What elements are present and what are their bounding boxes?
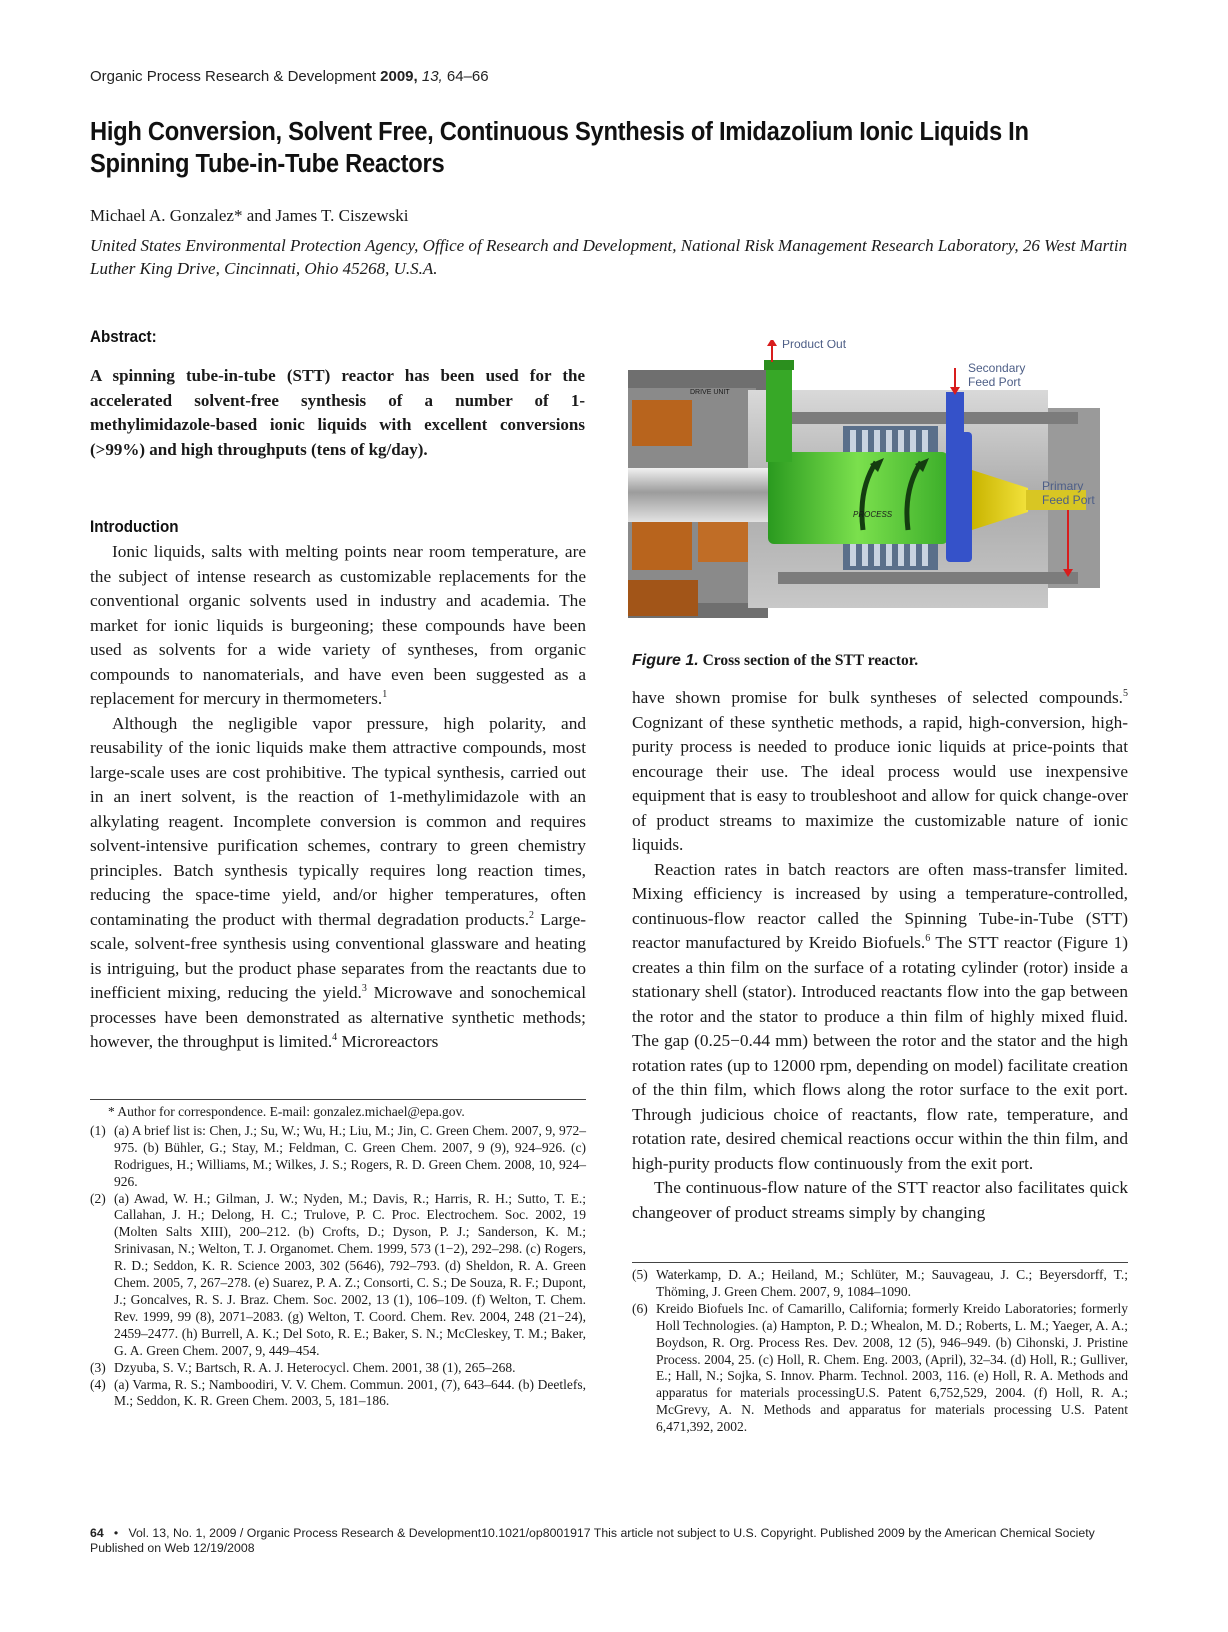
abstract-text: A spinning tube-in-tube (STT) reactor has been used for the accelerated solvent-free synthesis of a number of 1-methylimidazole-based ionic liquids with excellent conversions (>99%) and high throughputs (tens of kg/day). bbox=[90, 366, 585, 459]
journal-year: 2009, bbox=[380, 68, 418, 85]
right-column-body bbox=[632, 686, 1128, 1225]
product-out-label: Product Out bbox=[782, 340, 847, 351]
primary-feed-port-text-line2: Feed Port bbox=[1042, 493, 1095, 507]
footnote-3: (3) Dzyuba, S. V.; Bartsch, R. A. J. Heterocycl. Chem. 2001, 38 (1), 265–268. bbox=[90, 1359, 516, 1375]
footnote-4: (4) (a) Varma, R. S.; Namboodiri, V. V. Chem. Commun. 2001, (7), 643–644. (b) Deetlefs, M.; Seddon, K. R. Green Chem. 2003, 5, 181–186. bbox=[90, 1376, 586, 1409]
left-column-body bbox=[90, 540, 586, 1055]
journal-pages: 64–66 bbox=[446, 68, 489, 85]
footnote-5: (5) Waterkamp, D. A.; Heiland, M.; Schlüter, M.; Sauvageau, J. C.; Beyersdorff, T.; Thöming, J. Green Chem. 2007, 9, 1084–1090. bbox=[632, 1267, 1128, 1299]
intro-paragraph-1: Ionic liquids, salts with melting points near room temperature, are the subject of intense research as customizable replacements for the conventional organic solvents used in industry and academia. The market for ionic liquids is burgeoning; these compounds have been used as solvents for a wide variety of syntheses, from organic compounds to nanomaterials, and have even been suggested as a replacement for mercury in thermometers.$^1$ bbox=[90, 542, 586, 708]
ref-marker: 1 bbox=[382, 689, 388, 700]
ref-marker: 5 bbox=[1123, 688, 1128, 699]
running-head bbox=[90, 68, 489, 85]
page-footer: 64 • Vol. 13, No. 1, 2009 / Organic Process Research & Development10.1021/op8001917 This article not subject to U.S. Copyright. Published 2009 by the American Chemical Society Published on Web 12/19/2008 bbox=[90, 1526, 1095, 1555]
footnote-rule bbox=[90, 1099, 586, 1100]
published-date: Published on Web 12/19/2008 bbox=[90, 1541, 255, 1555]
right-footnotes bbox=[632, 1267, 1128, 1436]
ref-marker: 3 bbox=[361, 983, 367, 994]
footnote-2: (2) (a) Awad, W. H.; Gilman, J. W.; Nyden, M.; Davis, R.; Harris, R. H.; Sutto, T. E.; Callahan, J. H.; Delong, H. C.; Trulove, P. C. Proc. Electrochem. Soc. 2002, 19 (Molten Salts XIII), 200–212. (b) Crofts, D.; Dyson, P. J.; Sanderson, K. M.; Srinivasan, N.; Welton, T. J. Organomet. Chem. 1999, 573 (1−2), 292–298. (c) Rogers, R. D.; Seddon, K. R. Science 2003, 302 (5646), 792–793. (d) Sheldon, R. A. Green Chem. 2005, 7, 267–278. (e) Suarez, P. A. Z.; Consorti, C. S.; De Souza, R. F.; Dupont, J.; Goncalves, R. S. J. Braz. Chem. Soc. 2002, 13 (1), 106–109. (f) Welton, T. Chem. Rev. 1999, 99 (8), 2071–2083. (g) Welton, T. Coord. Chem. Rev. 2004, 248 (21−24), 2459–2477. (h) Burrell, A. K.; Del Soto, R. E.; Baker, S. N.; McCleskey, T. M.; Baker, G. A. Green Chem. 2007, 9, 449–454. bbox=[90, 1190, 586, 1358]
figure-1 bbox=[628, 340, 1134, 636]
process-label: PROCESS bbox=[853, 510, 893, 519]
figure-caption-text: Cross section of the STT reactor. bbox=[698, 652, 919, 669]
left-footnotes bbox=[90, 1104, 586, 1410]
drive-unit-label: DRIVE UNIT bbox=[690, 389, 730, 396]
footnote-rule-right bbox=[632, 1262, 1128, 1263]
footnote-6: (6) Kreido Biofuels Inc. of Camarillo, California; formerly Kreido Laboratories; formerly Holl Technologies. (a) Hampton, P. D.; Whealon, M. D.; Roberts, L. M.; Yaeger, A. A.; Boydson, R. Org. Process Res. Dev. 2008, 12 (5), 946–949. (b) Cihonski, J. Pristine Process. 2004, 25. (c) Holl, R. Chem. Eng. 2003, (April), 32–34. (d) Holl, R.; Gulliver, E.; Hall, N.; Sojka, S. Innov. Pharm. Technol. 2003, 116. (e) Holl, R. A. Methods and apparatus for materials processingU.S. Patent 6,752,529, 2004. (f) Holl, R. A.; McGrevy, A. N. Methods and apparatus for materials processing U.S. Patent 6,471,392, 2002. bbox=[632, 1300, 1128, 1435]
journal-volume: 13, bbox=[421, 68, 443, 85]
secondary-feed-port-text: Secondary bbox=[968, 361, 1026, 375]
right-paragraph-2: Reaction rates in batch reactors are often mass-transfer limited. Mixing efficiency is increased by using a temperature-controlled, continuous-flow reactor called the Spinning Tube-in-Tube (STT) reactor manufactured by Kreido Biofuels.$^6$ The STT reactor (Figure 1) creates a thin film on the surface of a rotating cylinder (rotor) inside a stationary shell (stator). Introduced reactants flow into the gap between the rotor and the stator to produce a thin film of highly mixed fluid. The gap (0.25−0.44 mm) between the rotor and the stator and the high rotation rates (up to 12000 rpm, depending on model) facilitate creation of the thin film, which flows along the rotor surface to the exit port. Through judicious choice of reactants, flow rate, temperature, and rotation rate, desired chemical reactions occur within the thin film, and high-purity products flow continuously from the exit port. bbox=[632, 859, 1128, 1173]
abstract-heading: Abstract: bbox=[90, 328, 157, 346]
footer-citation: Vol. 13, No. 1, 2009 / Organic Process Research & Development10.1021/op8001917 This article not subject to U.S. Copyright. Published 2009 by the American Chemical Society bbox=[128, 1526, 1095, 1540]
stt-reactor-illustration bbox=[628, 340, 1134, 636]
affiliation: United States Environmental Protection Agency, Office of Research and Development, National Risk Management Research Laboratory, 26 West Martin Luther King Drive, Cincinnati, Ohio 45268, U.S.A. bbox=[90, 236, 1128, 278]
footnote-1: (1) (a) A brief list is: Chen, J.; Su, W.; Wu, H.; Liu, M.; Jin, C. Green Chem. 2007, 9, 972–975. (b) Bühler, G.; Stay, M.; Feldman, C. Green Chem. 2007, 9 (9), 924–926. (c) Rodrigues, H.; Williams, M.; Wilkes, J. S.; Rogers, R. D. Green Chem. 2008, 10, 924–926. bbox=[90, 1122, 586, 1189]
correspondence-note: * Author for correspondence. E-mail: gonzalez.michael@epa.gov. bbox=[108, 1104, 465, 1119]
secondary-feed-port-label bbox=[968, 361, 1029, 389]
right-paragraph-1: have shown promise for bulk syntheses of selected compounds.$^5$ Cognizant of these synthetic methods, a rapid, high-conversion, high-purity process is needed to produce ionic liquids at price-points that encourage their use. The ideal process would use inexpensive equipment that is easy to troubleshoot and allow for quick change-over of product streams to maximize the customizable nature of ionic liquids. bbox=[632, 688, 1128, 854]
secondary-feed-port-text-line2: Feed Port bbox=[968, 375, 1021, 389]
introduction-heading: Introduction bbox=[90, 518, 179, 536]
figure-caption bbox=[632, 652, 918, 670]
page-number: 64 bbox=[90, 1526, 104, 1540]
primary-feed-port-text: Primary bbox=[1042, 479, 1084, 493]
authors: Michael A. Gonzalez* and James T. Ciszewski bbox=[90, 206, 409, 225]
journal-name: Organic Process Research & Development bbox=[90, 68, 376, 85]
ref-marker: 6 bbox=[925, 933, 931, 944]
intro-paragraph-2: Although the negligible vapor pressure, high polarity, and reusability of the ionic liquids make them attractive compounds, most large-scale uses are cost prohibitive. The typical synthesis, carried out in an inert solvent, is the reaction of 1-methylimidazole with an alkylating reagent. Incomplete conversion is common and requires solvent-intensive purification schemes, contrary to green chemistry principles. Batch synthesis typically requires long reaction times, reducing the space-time yield, and/or higher temperatures, often contaminating the product with thermal degradation products.$^2$ Large-scale, solvent-free synthesis using conventional glassware and heating is intriguing, but the product phase separates from the reactants due to inefficient mixing, reducing the yield.$^3$ Microwave and sonochemical processes have been demonstrated as alternative synthetic methods; however, the throughput is limited.$^4$ Microreactors bbox=[90, 713, 586, 1051]
figure-caption-label: Figure 1. bbox=[632, 652, 699, 669]
ref-marker: 2 bbox=[529, 909, 535, 921]
right-paragraph-3: The continuous-flow nature of the STT reactor also facilitates quick changeover of product streams simply by changing bbox=[632, 1178, 1128, 1222]
article-title: High Conversion, Solvent Free, Continuous Synthesis of Imidazolium Ionic Liquids In Spinning Tube-in-Tube Reactors bbox=[90, 118, 1029, 178]
ref-marker: 4 bbox=[332, 1032, 338, 1043]
